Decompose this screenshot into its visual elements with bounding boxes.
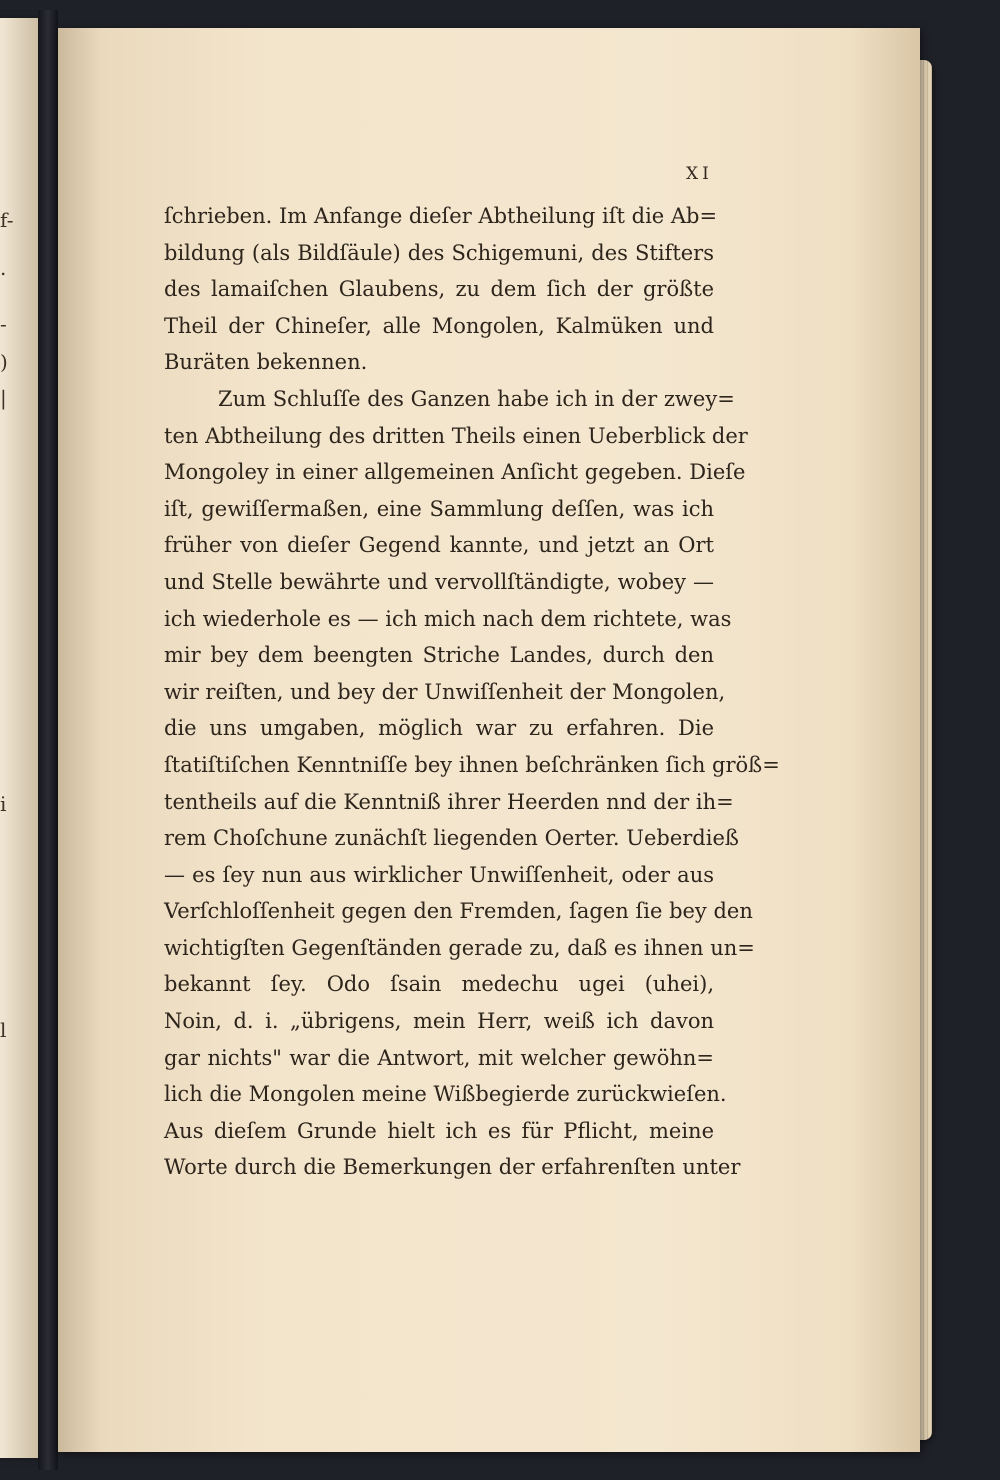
text-line: ich wiederhole es — ich mich nach dem richtete, was	[164, 606, 732, 631]
text-line: gar nichts" war die Antwort, mit welcher gewöhn=	[164, 1045, 714, 1070]
edge-mark: f-	[0, 208, 14, 232]
text-line: Theil der Chineſer, alle Mongolen, Kalmüken und	[164, 313, 714, 338]
edge-mark: |	[0, 386, 7, 410]
text-line: rem Choſchune zunächſt liegenden Oerter. Ueberdieß	[164, 826, 739, 851]
text-line: Verſchloſſenheit gegen den Fremden, ſagen ſie bey den	[164, 899, 753, 924]
left-page-edge	[0, 18, 38, 1458]
text-line: Zum Schluſſe des Ganzen habe ich in der zwey=	[218, 386, 735, 411]
text-line: und Stelle bewährte und vervollſtändigte, wobey —	[164, 569, 714, 594]
edge-mark: l	[0, 1018, 7, 1042]
text-line: Mongoley in einer allgemeinen Anſicht gegeben. Dieſe	[164, 460, 746, 485]
text-line: wir reiſten, und bey der Unwiſſenheit der Mongolen,	[164, 679, 726, 704]
page-number: XI	[686, 164, 713, 184]
text-line: ten Abtheilung des dritten Theils einen Ueberblick der	[164, 423, 748, 448]
text-line: — es ſey nun aus wirklicher Unwiſſenheit, oder aus	[164, 862, 714, 887]
edge-mark: i	[0, 792, 7, 816]
text-line: iſt, gewiſſermaßen, eine Sammlung deſſen, was ich	[164, 496, 714, 521]
body-text	[164, 198, 780, 1186]
text-line: des lamaiſchen Glaubens, zu dem ſich der größte	[164, 277, 714, 302]
text-line: bekannt ſey. Odo ſsain medechu ugei (uhei),	[164, 972, 714, 997]
text-line: die uns umgaben, möglich war zu erfahren. Die	[164, 716, 714, 741]
text-line: Worte durch die Bemerkungen der erfahrenſten unter	[164, 1155, 741, 1180]
text-line: Aus dieſem Grunde hielt ich es für Pflicht, meine	[164, 1118, 714, 1143]
text-line: Noin, d. i. „übrigens, mein Herr, weiß ich davon	[164, 1009, 714, 1034]
edge-mark: .	[0, 256, 7, 280]
text-line: ſchrieben. Im Anfange dieſer Abtheilung iſt die Ab=	[164, 204, 718, 228]
text-line: tentheils auf die Kenntniß ihrer Heerden nnd der ih=	[164, 789, 734, 814]
text-line: ſtatiſtiſchen Kenntniſſe bey ihnen beſchränken ſich größ=	[164, 752, 780, 777]
text-line: bildung (als Bildſäule) des Schigemuni, des Stifters	[164, 240, 714, 265]
edge-mark: -	[0, 312, 7, 336]
text-line: wichtigſten Gegenſtänden gerade zu, daß es ihnen un=	[164, 935, 755, 960]
edge-mark: )	[0, 350, 8, 374]
text-line: lich die Mongolen meine Wißbegierde zurückwieſen.	[164, 1082, 727, 1107]
text-line: Buräten bekennen.	[164, 350, 368, 375]
text-line: früher von dieſer Gegend kannte, und jetzt an Ort	[164, 533, 714, 558]
text-line: mir bey dem beengten Striche Landes, durch den	[164, 643, 714, 668]
book-gutter	[38, 10, 58, 1470]
